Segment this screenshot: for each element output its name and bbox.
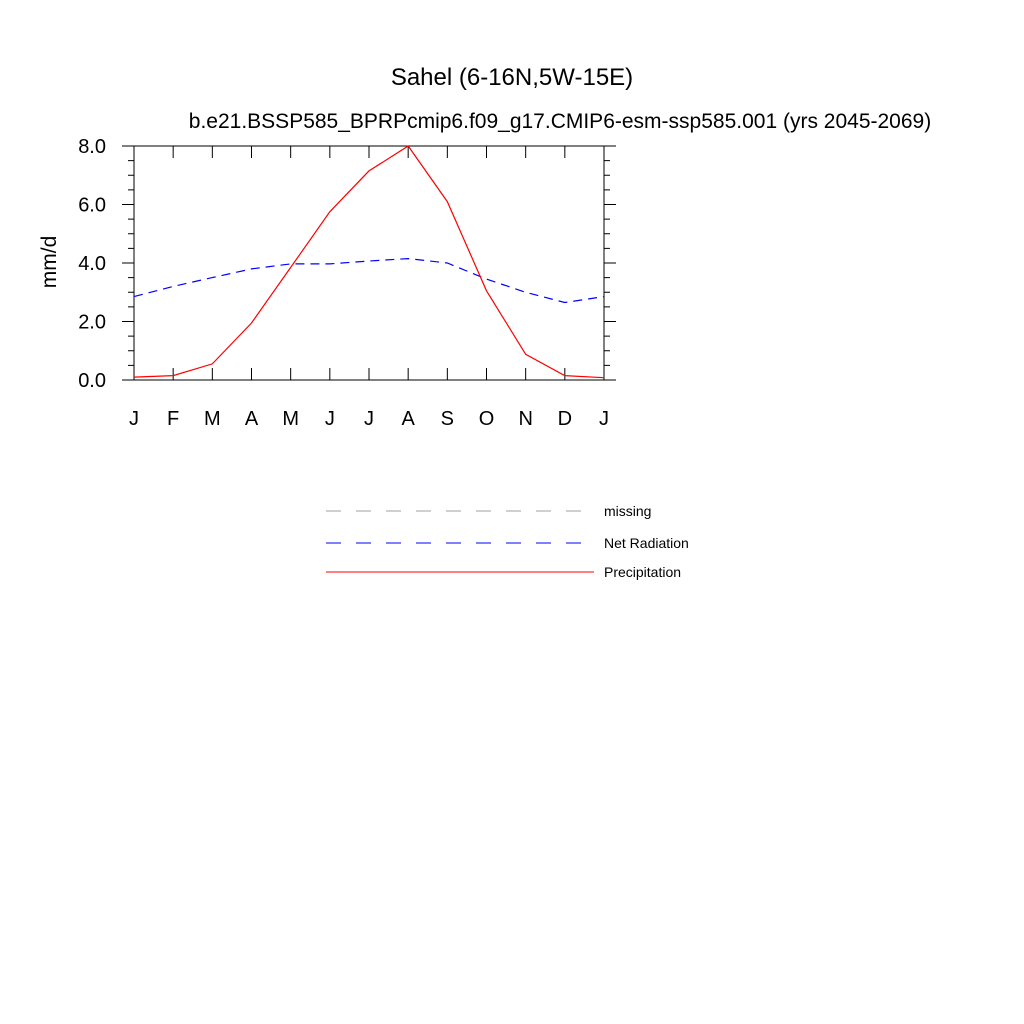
- x-tick-label: J: [129, 408, 139, 430]
- x-tick-label: D: [557, 408, 573, 430]
- axes-group: [78, 136, 616, 430]
- x-tick-label: A: [401, 408, 415, 430]
- x-tick-label: J: [324, 408, 335, 430]
- x-tick-label: N: [518, 408, 533, 430]
- legend-label: Precipitation: [604, 564, 682, 580]
- series-group: [134, 146, 604, 378]
- x-tick-label: O: [478, 408, 495, 430]
- series-line-precipitation: [134, 146, 604, 378]
- y-tick-label: 4.0: [78, 253, 106, 275]
- legend-label: missing: [604, 503, 652, 519]
- x-tick-label: M: [203, 408, 221, 430]
- x-tick-label: F: [167, 408, 180, 430]
- series-line-net-radiation: [134, 259, 604, 303]
- x-tick-label: A: [244, 408, 259, 430]
- x-tick-label: M: [282, 408, 300, 430]
- plot-frame: [134, 146, 604, 380]
- legend-label: Net Radiation: [604, 535, 689, 551]
- x-tick-label: J: [364, 408, 374, 430]
- x-tick-label: J: [599, 408, 609, 430]
- chart-subtitle: b.e21.BSSP585_BPRPcmip6.f09_g17.CMIP6-esm-ssp585.001 (yrs 2045-2069): [188, 110, 932, 133]
- y-tick-label: 6.0: [78, 194, 106, 217]
- chart-title: Sahel (6-16N,5W-15E): [390, 64, 634, 91]
- y-tick-label: 8.0: [78, 136, 106, 158]
- y-tick-label: 0.0: [78, 370, 106, 392]
- y-axis-label: mm/d: [38, 235, 61, 289]
- legend: [326, 503, 689, 580]
- y-tick-label: 2.0: [78, 311, 106, 334]
- x-tick-label: S: [440, 408, 455, 430]
